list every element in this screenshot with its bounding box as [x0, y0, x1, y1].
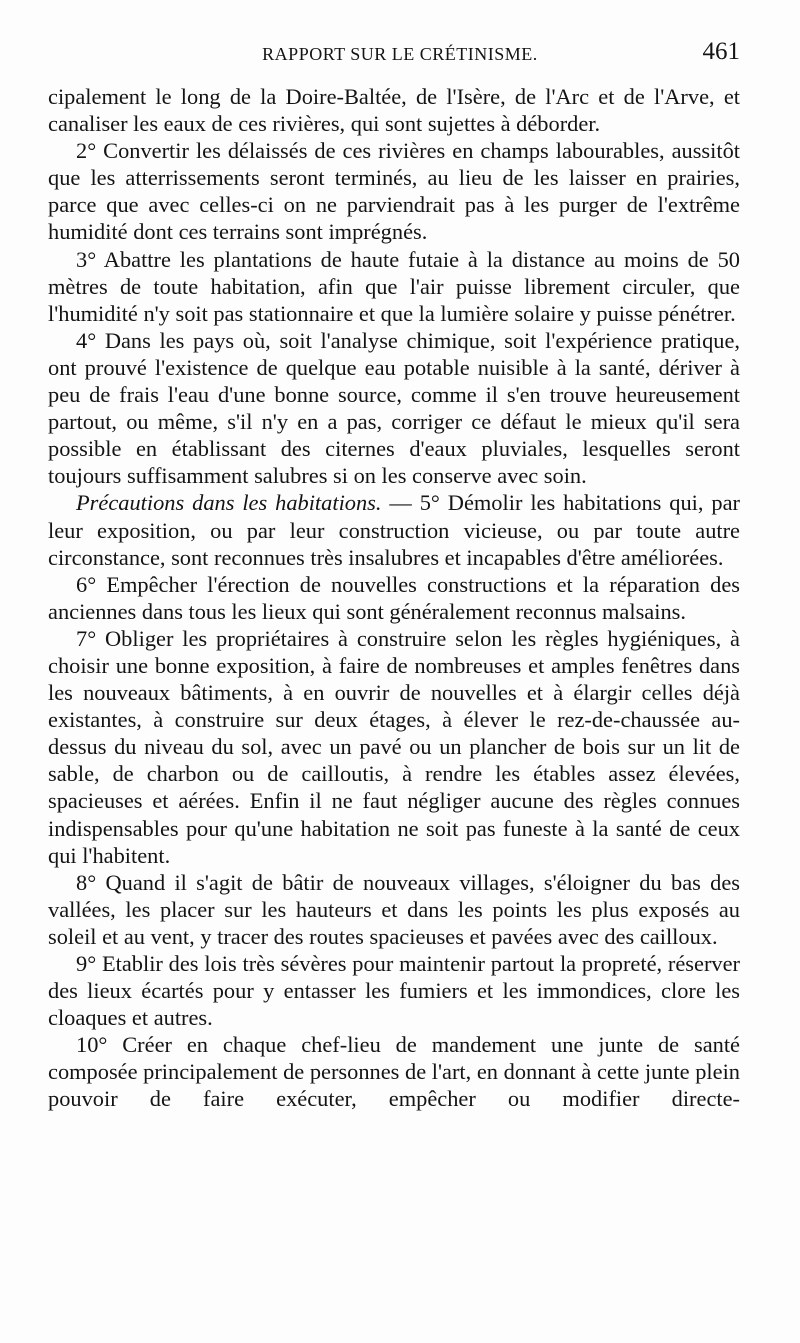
- paragraph: 10° Créer en chaque chef-lieu de mandement une junte de santé composée principalement de personnes de l'art, en donnant à cette junte plein pouvoir de faire exécuter, empêcher ou modifier directe-: [48, 1032, 740, 1112]
- section-text: — 5° Démolir les habitations qui, par leur exposition, ou par leur construction vicieuse, ou par toute autre circonstance, sont reconnues très insalubres et incapables d'être améliorées.: [48, 490, 740, 570]
- paragraph: 7° Obliger les propriétaires à construire selon les règles hygiéniques, à choisir une bonne exposition, à faire de nombreuses et amples fenêtres dans les nouveaux bâtiments, à en ouvrir de nouvelles et à élargir celles déjà existantes, à construire sur deux étages, à élever le rez-de-chaussée au-dessus du niveau du sol, avec un pavé ou un plancher de bois sur un lit de sable, de charbon ou de cailloutis, à rendre les étables assez élevées, spacieuses et aérées. Enfin il ne faut négliger aucune des règles connues indispensables pour qu'une habitation ne soit pas funeste à la santé de ceux qui l'habitent.: [48, 625, 740, 868]
- paragraph: 3° Abattre les plantations de haute futaie à la distance au moins de 50 mètres de toute habitation, afin que l'air puisse librement circuler, que l'humidité n'y soit pas stationnaire et que la lumière solaire y puisse pénétrer.: [48, 246, 740, 326]
- paragraph: 2° Convertir les délaissés de ces rivières en champs labourables, aussitôt que les atterrissements seront terminés, au lieu de les laisser en prairies, parce que avec celles-ci on ne parviendrait pas à les purger de l'extrême humidité dont ces terrains sont imprégnés.: [48, 138, 740, 245]
- paragraph: 6° Empêcher l'érection de nouvelles constructions et la réparation des anciennes dans tous les lieux qui sont généralement reconnus malsains.: [48, 571, 740, 624]
- page-body: [48, 83, 740, 1113]
- section-heading: Précautions dans les habitations.: [76, 490, 382, 516]
- section-paragraph: [48, 489, 740, 570]
- page-number: 461: [702, 38, 740, 65]
- running-head: RAPPORT SUR LE CRÉTINISME.: [262, 44, 538, 64]
- page-header: [48, 38, 752, 68]
- paragraph: 9° Etablir des lois très sévères pour maintenir partout la propreté, réserver des lieux écartés pour y entasser les fumiers et les immondices, clore les cloaques et autres.: [48, 951, 740, 1031]
- paragraph: cipalement le long de la Doire-Baltée, de l'Isère, de l'Arc et de l'Arve, et canaliser les eaux de ces rivières, qui sont sujettes à déborder.: [48, 84, 740, 137]
- paragraph: 4° Dans les pays où, soit l'analyse chimique, soit l'expérience pratique, ont prouvé l'existence de quelque eau potable nuisible à la santé, dériver à peu de frais l'eau d'une bonne source, comme il s'en trouve heureusement partout, ou même, s'il n'y en a pas, corriger ce défaut le mieux qu'il sera possible en établissant des citernes d'eaux pluviales, lesquelles seront toujours suffisamment salubres si on les conserve avec soin.: [48, 327, 740, 489]
- paragraph: 8° Quand il s'agit de bâtir de nouveaux villages, s'éloigner du bas des vallées, les placer sur les hauteurs et dans les points les plus exposés au soleil et au vent, y tracer des routes spacieuses et pavées avec des cailloux.: [48, 869, 740, 949]
